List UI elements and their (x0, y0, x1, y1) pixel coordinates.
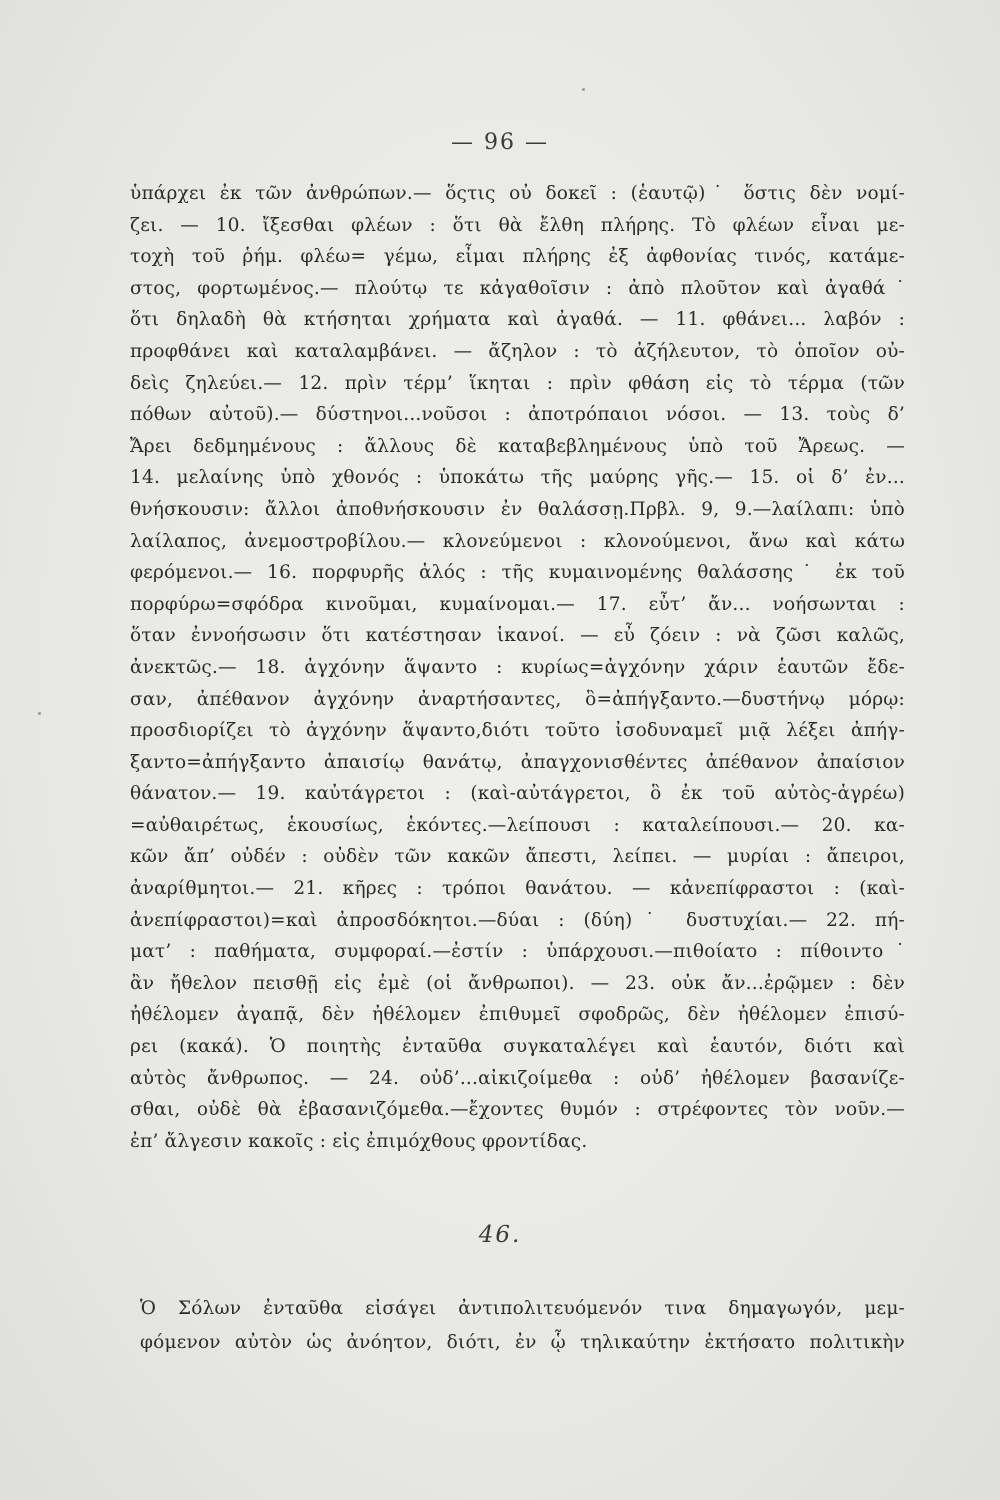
text-line: αὐτὸς ἄνθρωπος. — 24. οὐδ’...αἰκιζοίμεθα : οὐδ’ ἠθέλομεν βασανίζε- (130, 1067, 905, 1089)
text-line: θάνατον.— 19. καὐτάγρετοι : (καὶ-αὐτάγρετοι, ὃ ἐκ τοῦ αὐτὸς-ἀγρέω) (130, 783, 905, 805)
text-line: προφθάνει καὶ καταλαμβάνει. — ἄζηλον : τὸ ἀζήλευτον, τὸ ὁποῖον οὐ- (130, 340, 905, 362)
text-line: πορφύρω=σφόδρα κινοῦμαι, κυμαίνομαι.— 17. εὖτ’ ἄν... νοήσωνται : (130, 593, 905, 615)
text-line: Ἄρει δεδμημένους : ἄλλους δὲ καταβεβλημένους ὑπὸ τοῦ Ἄρεως. — (130, 435, 905, 457)
text-line: σαν, ἀπέθανον ἀγχόνην ἀναρτήσαντες, ὃ=ἀπήγξαντο.—δυστήνῳ μόρῳ: (130, 688, 905, 710)
text-line: κῶν ἄπ’ οὐδέν : οὐδὲν τῶν κακῶν ἄπεστι, λείπει. — μυρίαι : ἄπειροι, (130, 846, 905, 868)
text-line: ἀνεκτῶς.— 18. ἀγχόνην ἅψαντο : κυρίως=ἀγχόνην χάριν ἑαυτῶν ἔδε- (130, 656, 905, 678)
text-line: ὑπάρχει ἐκ τῶν ἀνθρώπων.— ὅςτις οὐ δοκεῖ : (ἑαυτῷ)˙ ὅστις δὲν νομί- (130, 183, 905, 204)
text-line: θνήσκουσιν: ἄλλοι ἀποθνήσκουσιν ἐν θαλάσσῃ.Πρβλ. 9, 9.—λαίλαπι: ὑπὸ (130, 498, 905, 520)
text-line: ὅταν ἐννοήσωσιν ὅτι κατέστησαν ἱκανοί. — εὖ ζόειν : νὰ ζῶσι καλῶς, (130, 625, 905, 647)
text-line: ἠθέλομεν ἀγαπᾷ, δὲν ἠθέλομεν ἐπιθυμεῖ σφοδρῶς, δὲν ἠθέλομεν ἐπισύ- (130, 1004, 905, 1026)
text-line: ὅτι δηλαδὴ θὰ κτήσηται χρήματα καὶ ἀγαθά. — 11. φθάνει... λαβόν : (130, 309, 905, 331)
text-line: ρει (κακά). Ὁ ποιητὴς ἐνταῦθα συγκαταλέγει καὶ ἑαυτόν, διότι καὶ (130, 1036, 905, 1058)
text-line: λαίλαπος, ἀνεμοστροβίλου.— κλονεύμενοι : κλονούμενοι, ἄνω καὶ κάτω (130, 530, 905, 552)
text-line: πόθων αὐτοῦ).— δύστηνοι...νοῦσοι : ἀποτρόπαιοι νόσοι. — 13. τοὺς δ’ (130, 404, 905, 426)
text-line: σθαι, οὐδὲ θὰ ἐβασανιζόμεθα.—ἔχοντες θυμόν : στρέφοντες τὸν νοῦν.— (130, 1099, 905, 1121)
paper-speck (582, 88, 585, 91)
page-number: — 96 — (451, 130, 549, 155)
text-line: τοχὴ τοῦ ῥήμ. φλέω= γέμω, εἶμαι πλήρης ἐξ ἀφθονίας τινός, κατάμε- (130, 246, 905, 268)
text-line: φερόμενοι.— 16. πορφυρῆς ἁλός : τῆς κυμαινομένης θαλάσσης˙ ἐκ τοῦ (130, 562, 905, 584)
commentary-notes (130, 178, 905, 1157)
text-line: Ὁ Σόλων ἐνταῦθα εἰσάγει ἀντιπολιτευόμενόν τινα δημαγωγόν, μεμ- (140, 1298, 905, 1319)
paper-speck (38, 712, 41, 715)
section-number: 46. (478, 1222, 522, 1248)
text-line: προσδιορίζει τὸ ἀγχόνην ἅψαντο,διότι τοῦτο ἰσοδυναμεῖ μιᾷ λέξει ἀπήγ- (130, 720, 905, 742)
text-line: φόμενον αὐτὸν ὡς ἀνόητον, διότι, ἐν ᾧ τηλικαύτην ἐκτήσατο πολιτικὴν (140, 1332, 905, 1353)
text-line: ἂν ἤθελον πεισθῇ εἰς ἐμὲ (οἱ ἄνθρωποι). — 23. οὐκ ἄν...ἐρῷμεν : δὲν (130, 972, 905, 994)
text-line: ἐπ’ ἄλγεσιν κακοῖς : εἰς ἐπιμόχθους φροντίδας. (130, 1130, 588, 1152)
text-line: ἀνεπίφραστοι)=καὶ ἀπροσδόκητοι.—δύαι : (δύη)˙ δυστυχίαι.— 22. πή- (130, 909, 905, 931)
text-line: 14. μελαίνης ὑπὸ χθονός : ὑποκάτω τῆς μαύρης γῆς.— 15. οἱ δ’ ἐν... (130, 467, 905, 489)
text-line: δεὶς ζηλεύει.— 12. πρὶν τέρμ’ ἵκηται : πρὶν φθάση εἰς τὸ τέρμα (τῶν (130, 372, 905, 394)
text-line: =αὐθαιρέτως, ἑκουσίως, ἑκόντες.—λείπουσι : καταλείπουσι.— 20. κα- (130, 814, 905, 836)
text-line: ἀναρίθμητοι.— 21. κῆρες : τρόποι θανάτου. — κἀνεπίφραστοι : (καὶ- (130, 878, 905, 900)
text-line: ξαντο=ἀπήγξαντο ἀπαισίῳ θανάτῳ, ἀπαγχονισθέντες ἀπέθανον ἀπαίσιον (130, 751, 905, 773)
section-text (140, 1292, 905, 1360)
text-line: στος, φορτωμένος.— πλούτῳ τε κἀγαθοῖσιν : ἀπὸ πλοῦτον καὶ ἀγαθά˙ (130, 277, 905, 299)
text-line: ματ’ : παθήματα, συμφοραί.—ἐστίν : ὑπάρχουσι.—πιθοίατο : πίθοιντο˙ (130, 941, 905, 963)
text-line: ζει. — 10. ἴξεσθαι φλέων : ὅτι θὰ ἔλθη πλήρης. Τὸ φλέων εἶναι με- (130, 214, 905, 236)
